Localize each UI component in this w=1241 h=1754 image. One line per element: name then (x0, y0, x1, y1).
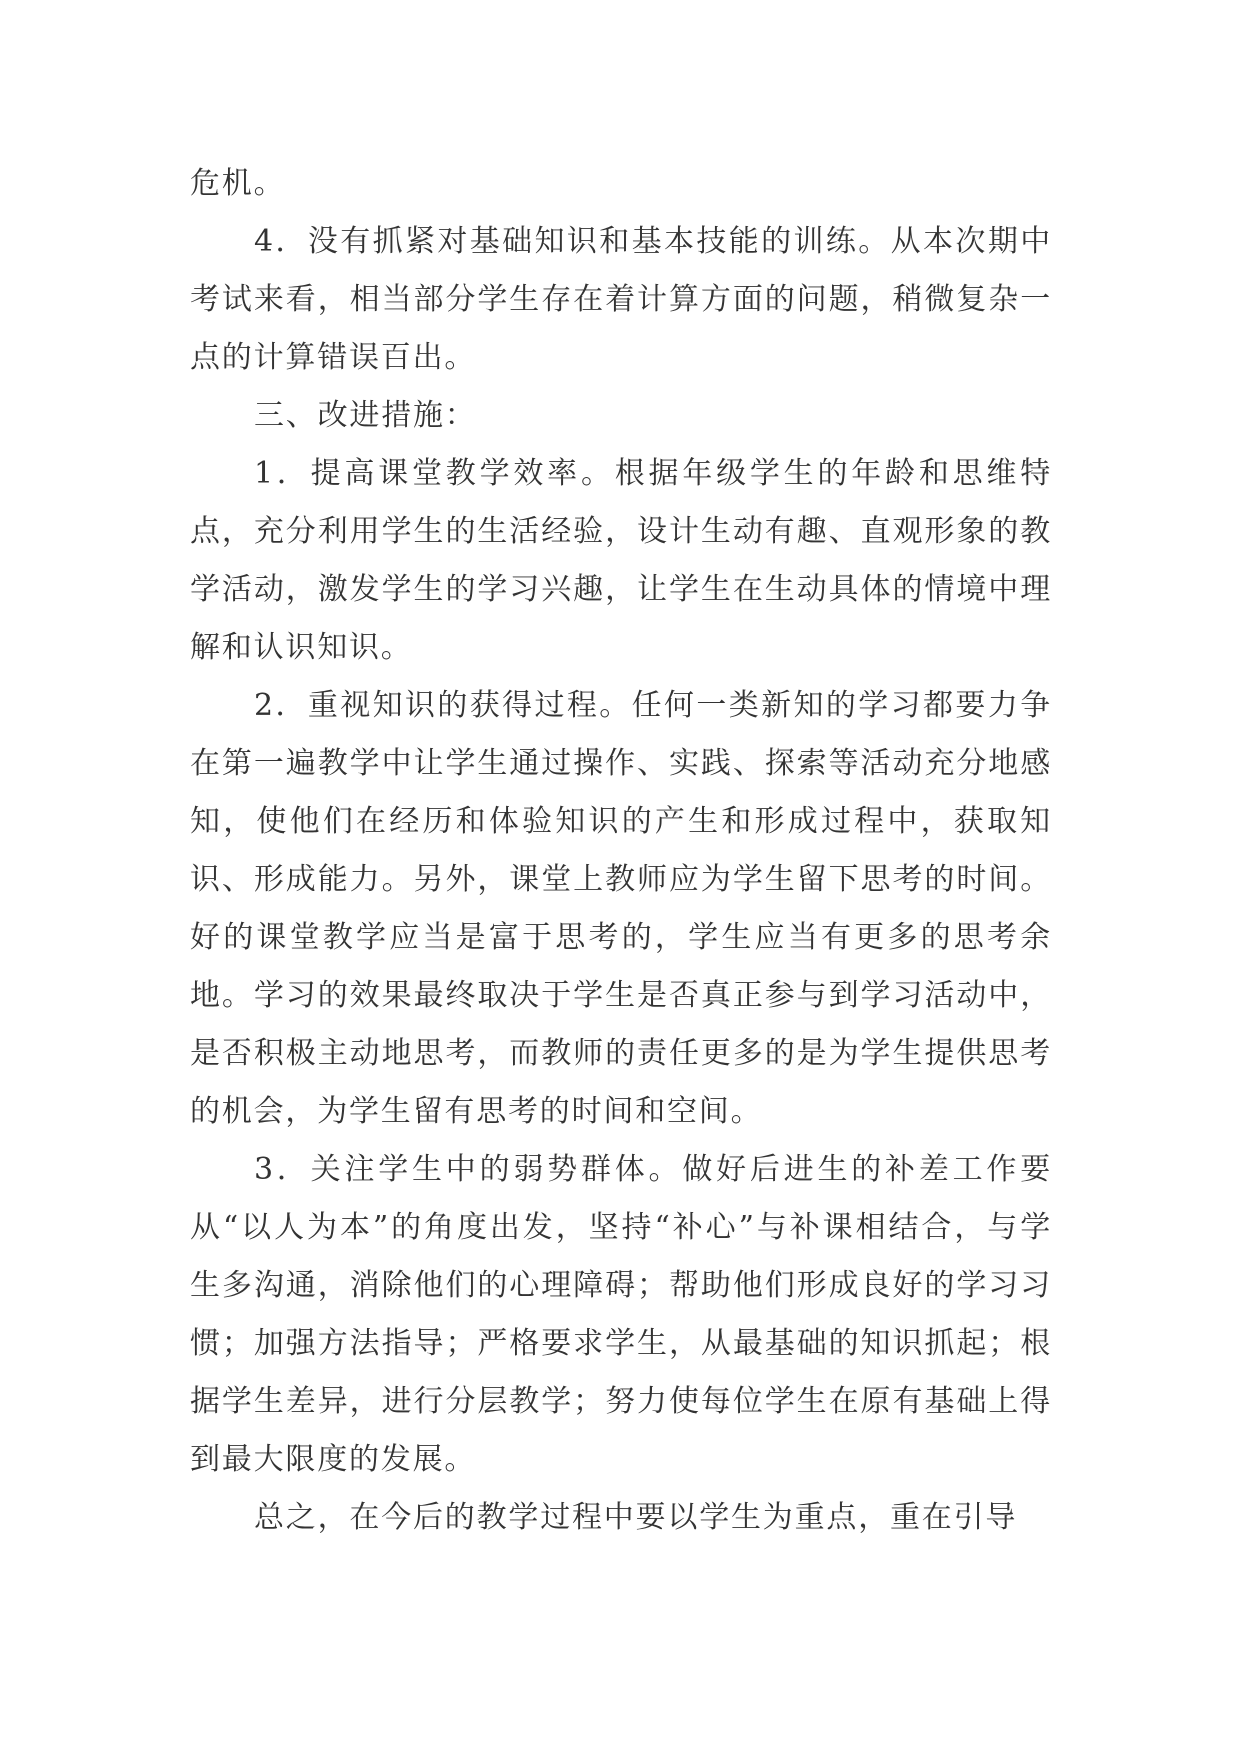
paragraph-measure-2: 2．重视知识的获得过程。任何一类新知的学习都要力争在第一遍教学中让学生通过操作、实践、探索等活动充分地感知，使他们在经历和体验知识的产生和形成过程中，获取知识、形成能力。另外，课堂上教师应为学生留下思考的时间。好的课堂教学应当是富于思考的，学生应当有更多的思考余地。学习的效果最终取决于学生是否真正参与到学习活动中，是否积极主动地思考，而教师的责任更多的是为学生提供思考的机会，为学生留有思考的时间和空间。 (190, 688, 1052, 1129)
paragraph-conclusion: 总之，在今后的教学过程中要以学生为重点，重在引导 (254, 1500, 1018, 1535)
paragraph-crisis-end: 危机。 (190, 166, 286, 201)
paragraph-measure-1: 1．提高课堂教学效率。根据年级学生的年龄和思维特点，充分利用学生的生活经验，设计生动有趣、直观形象的教学活动，激发学生的学习兴趣，让学生在生动具体的情境中理解和认识知识。 (190, 456, 1052, 665)
document-body (190, 155, 1052, 1547)
section-heading-improvements: 三、改进措施： (254, 398, 477, 433)
paragraph-measure-3: 3．关注学生中的弱势群体。做好后进生的补差工作要从“以人为本”的角度出发，坚持“补心”与补课相结合，与学生多沟通，消除他们的心理障碍；帮助他们形成良好的学习习惯；加强方法指导；严格要求学生，从最基础的知识抓起；根据学生差异，进行分层教学；努力使每位学生在原有基础上得到最大限度的发展。 (190, 1152, 1052, 1477)
paragraph-point-4: 4．没有抓紧对基础知识和基本技能的训练。从本次期中考试来看，相当部分学生存在着计算方面的问题，稍微复杂一点的计算错误百出。 (190, 224, 1052, 375)
